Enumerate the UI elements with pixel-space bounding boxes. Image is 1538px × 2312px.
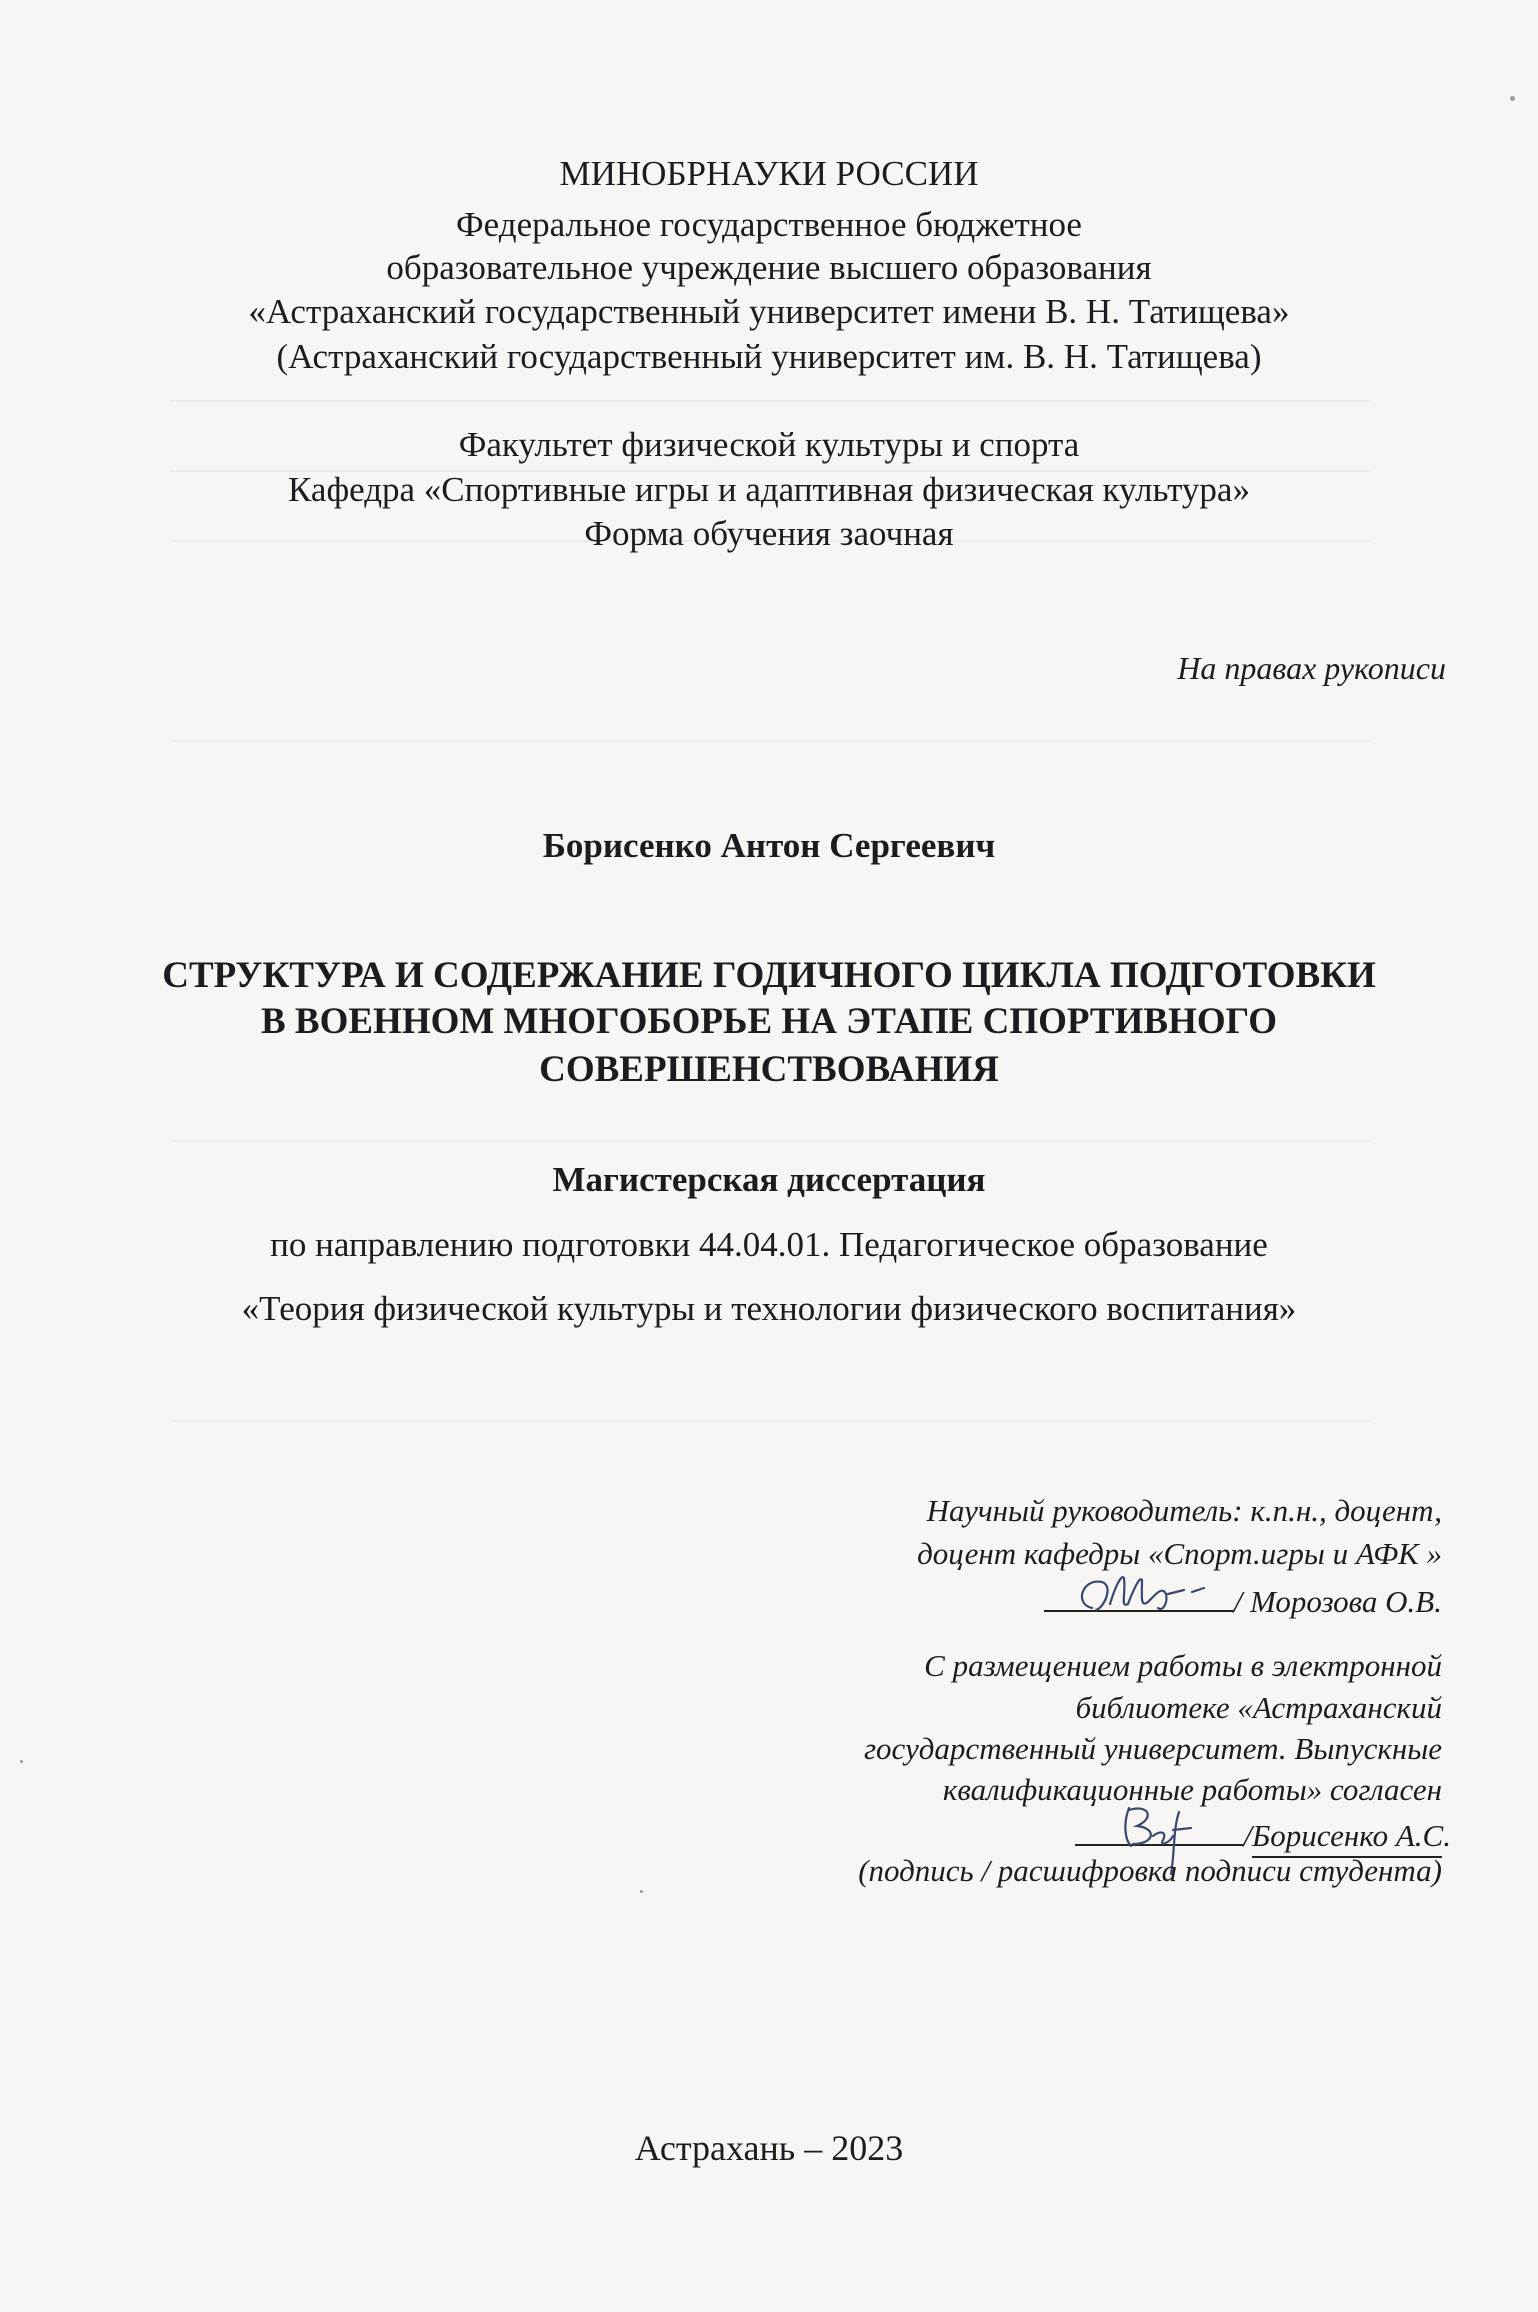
supervisor-line-2: доцент кафедры «Спорт.игры и АФК » <box>917 1536 1442 1571</box>
student-signature-line <box>1075 1810 1243 1846</box>
bleed-through-line <box>170 1140 1370 1142</box>
rights-note: На правах рукописи <box>1177 650 1446 686</box>
bleed-through-line <box>170 1420 1370 1422</box>
thesis-title-line-3: СОВЕРШЕНСТВОВАНИЯ <box>539 1049 999 1090</box>
bleed-through-line <box>170 740 1370 742</box>
study-form: Форма обучения заочная <box>584 514 954 553</box>
signature-caption: (подпись / расшифровка подписи студента) <box>858 1853 1442 1888</box>
scan-speck <box>20 1760 23 1763</box>
ministry-name: МИНОБРНАУКИ РОССИИ <box>559 154 979 193</box>
university-short-name: (Астраханский государственный университет им. В. Н. Татищева) <box>276 337 1262 376</box>
department-name: Кафедра «Спортивные игры и адаптивная физическая культура» <box>288 470 1250 509</box>
consent-line-1: С размещением работы в электронной <box>924 1648 1442 1683</box>
study-direction: по направлению подготовки 44.04.01. Педагогическое образование <box>270 1225 1268 1264</box>
author-name: Борисенко Антон Сергеевич <box>542 826 996 865</box>
faculty-name: Факультет физической культуры и спорта <box>458 425 1080 464</box>
signature-separator: / <box>1243 1818 1252 1853</box>
supervisor-signature-row <box>1044 1574 1442 1622</box>
city-year: Астрахань – 2023 <box>634 2128 904 2168</box>
thesis-title-line-2: В ВОЕННОМ МНОГОБОРЬЕ НА ЭТАПЕ СПОРТИВНОГО <box>260 1001 1278 1042</box>
study-program: «Теория физической культуры и технологии физического воспитания» <box>241 1289 1297 1328</box>
bleed-through-line <box>170 400 1370 402</box>
work-type: Магистерская диссертация <box>552 1160 986 1199</box>
student-name: Борисенко А.С. <box>1252 1816 1442 1858</box>
org-type-line-2: образовательное учреждение высшего образования <box>386 248 1152 287</box>
thesis-title-line-1: СТРУКТУРА И СОДЕРЖАНИЕ ГОДИЧНОГО ЦИКЛА ПОДГОТОВКИ <box>162 955 1376 996</box>
scan-speck <box>640 1890 643 1893</box>
supervisor-line-1: Научный руководитель: к.п.н., доцент, <box>926 1493 1442 1528</box>
consent-line-2: библиотеке «Астраханский <box>1075 1690 1442 1725</box>
university-full-name: «Астраханский государственный университет имени В. Н. Татищева» <box>248 292 1290 331</box>
consent-line-3: государственный университет. Выпускные <box>863 1731 1442 1766</box>
supervisor-name: / Морозова О.В. <box>1233 1584 1442 1619</box>
supervisor-signature <box>1044 1564 1234 1620</box>
supervisor-signature-line <box>1044 1574 1234 1612</box>
consent-line-4: квалификационные работы» согласен <box>942 1772 1442 1807</box>
scan-speck <box>1510 96 1515 101</box>
org-type-line-1: Федеральное государственное бюджетное <box>456 205 1082 244</box>
